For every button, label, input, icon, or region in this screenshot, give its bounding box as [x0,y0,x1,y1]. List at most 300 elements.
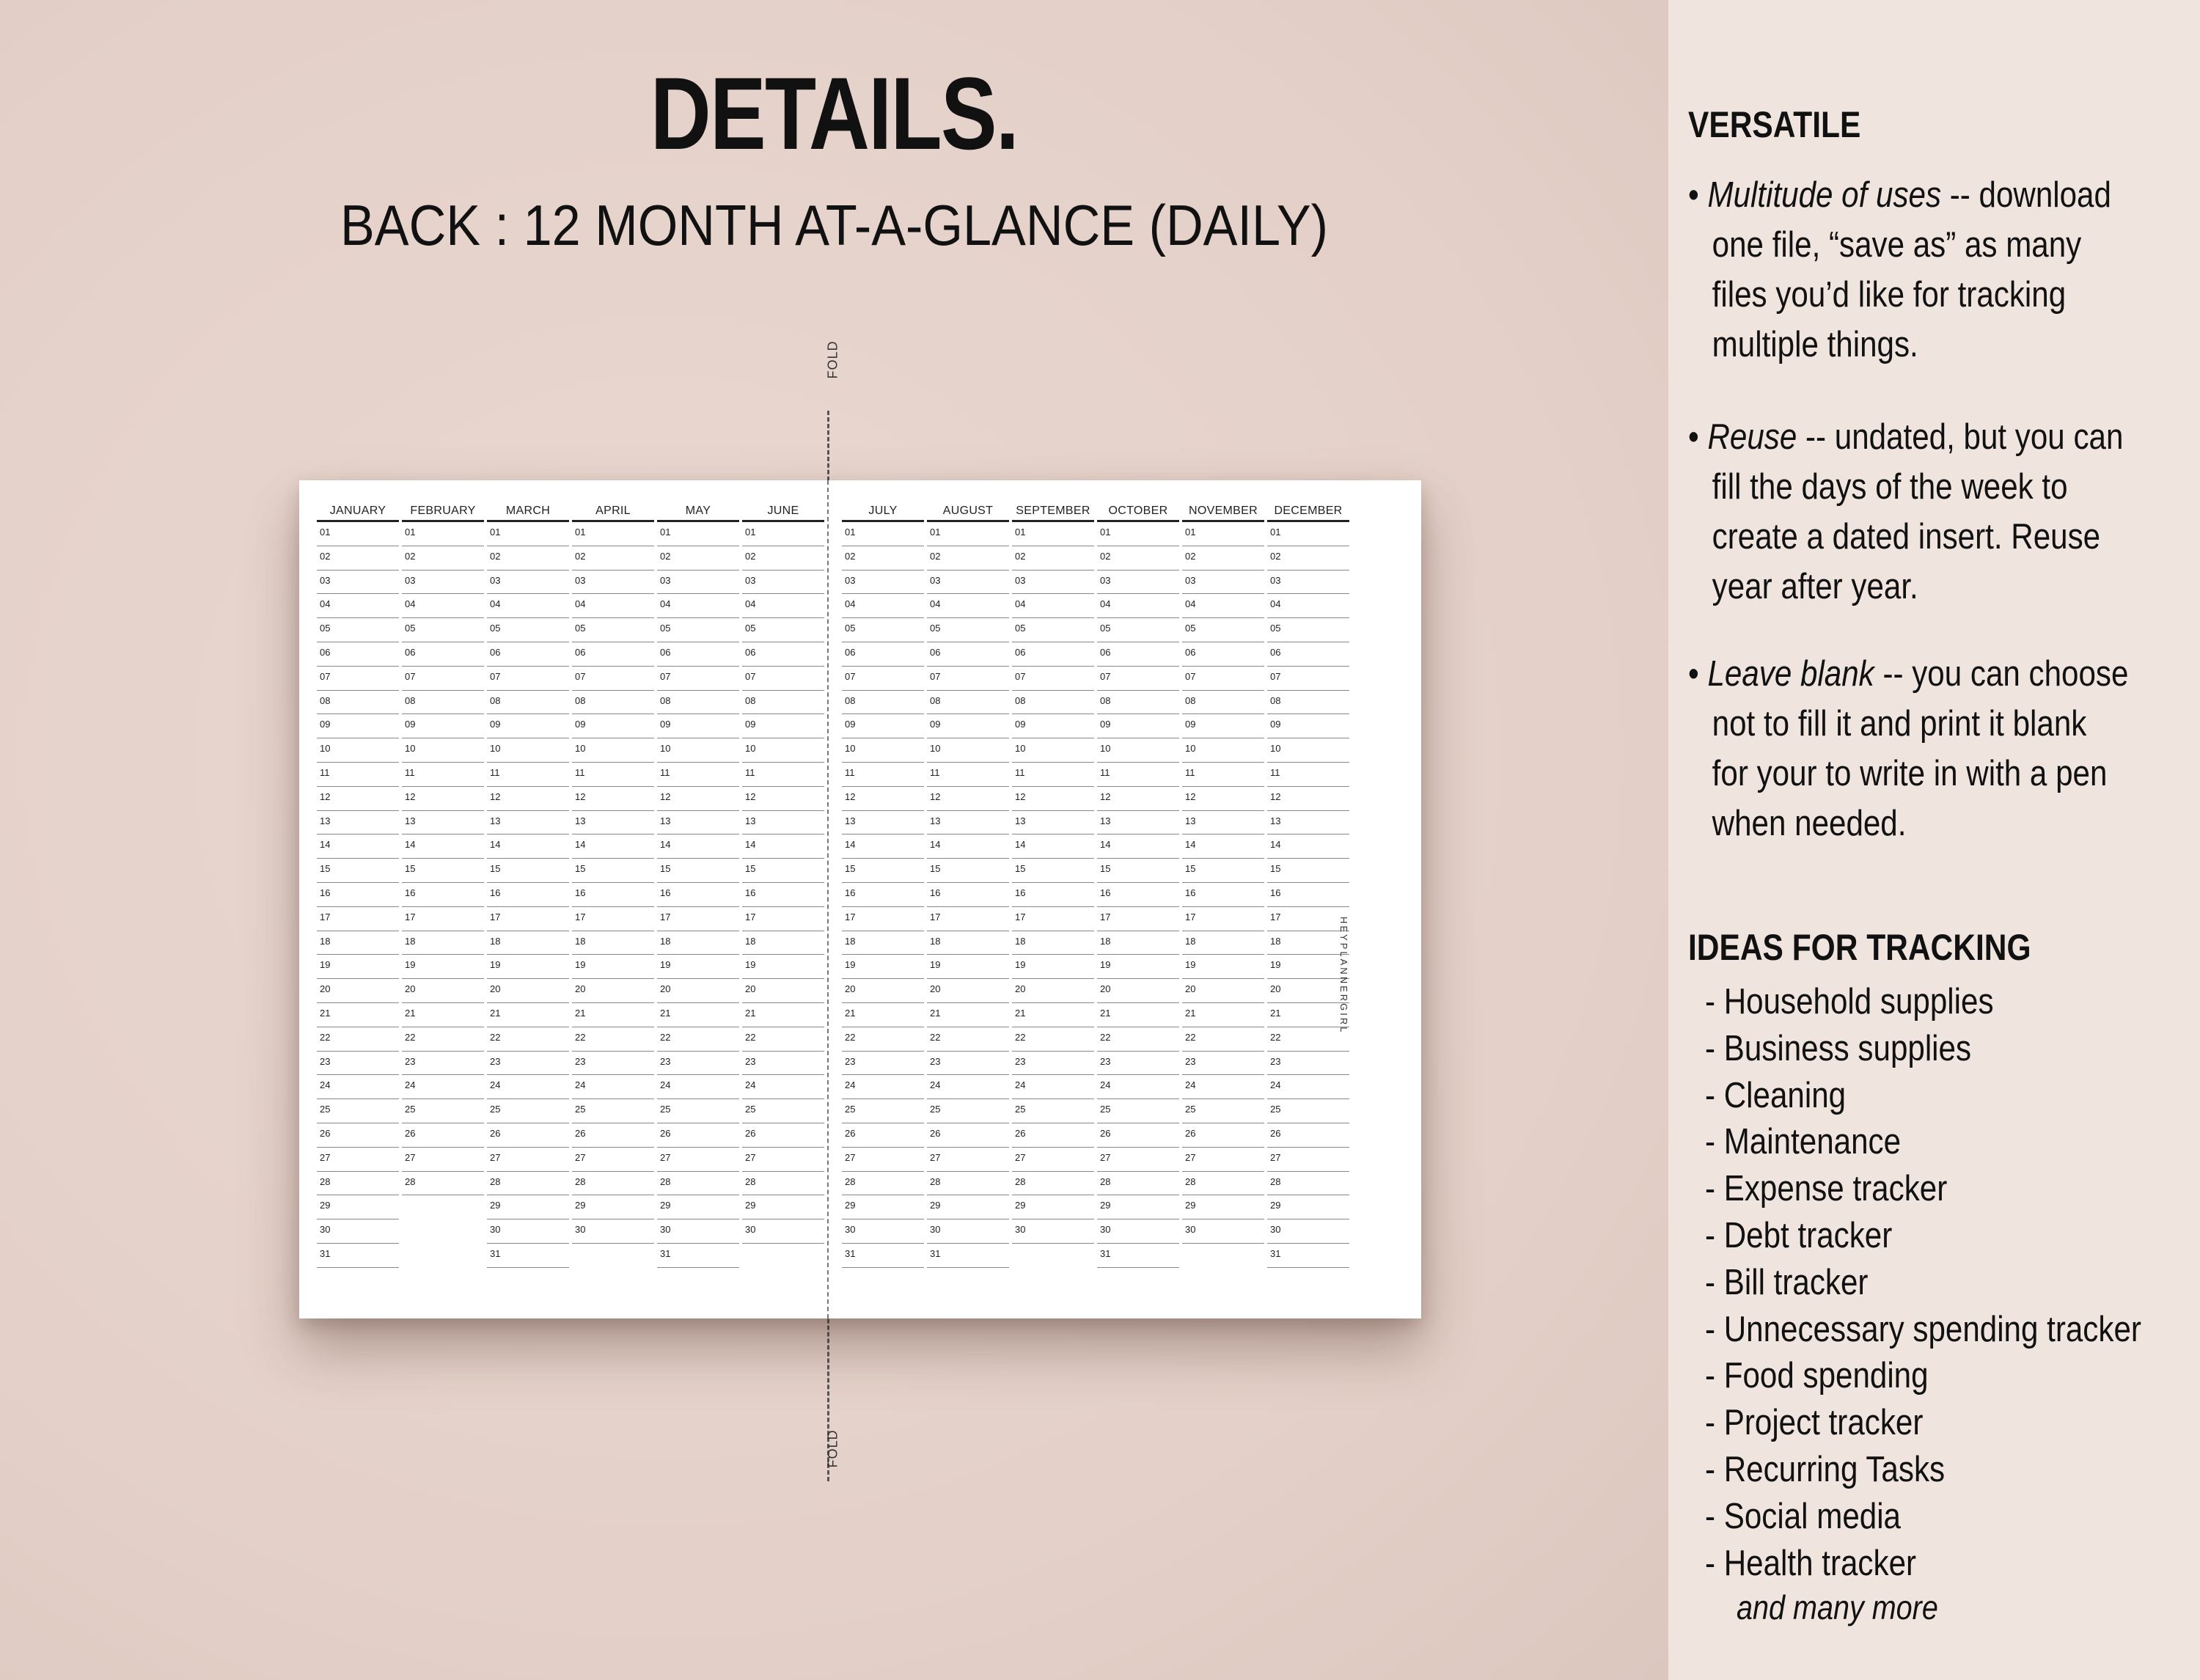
day-row: 22 [317,1027,399,1052]
day-row: 08 [487,691,569,715]
day-row: 01 [402,522,484,546]
day-row: 17 [317,907,399,931]
day-row: 29 [742,1195,824,1219]
day-row: 26 [317,1123,399,1148]
day-row: 28 [1182,1172,1264,1196]
idea-item: - Unnecessary spending tracker [1705,1309,2141,1349]
day-row: 11 [1267,763,1349,787]
day-row: 27 [927,1148,1009,1172]
day-row: 27 [1267,1148,1349,1172]
day-row: 19 [657,955,739,979]
day-row: 28 [487,1172,569,1196]
month-column-october [1097,502,1179,1268]
day-row: 04 [1097,594,1179,618]
day-row: 07 [1012,667,1094,691]
day-row: 29 [1097,1195,1179,1219]
month-column-april [572,502,654,1244]
day-row: 26 [842,1123,924,1148]
day-row: 18 [572,931,654,955]
day-row: 22 [1267,1027,1349,1052]
day-row: 08 [1097,691,1179,715]
day-row: 15 [1267,859,1349,883]
day-row: 21 [657,1003,739,1027]
day-row: 09 [572,714,654,738]
day-row: 08 [842,691,924,715]
day-row: 03 [317,571,399,595]
day-row: 10 [487,738,569,763]
day-row: 22 [1097,1027,1179,1052]
day-row: 18 [1182,931,1264,955]
day-row: 02 [742,546,824,571]
day-row: 15 [402,859,484,883]
day-row: 21 [1182,1003,1264,1027]
day-row: 18 [1267,931,1349,955]
bullet-line: when needed. [1712,804,1907,843]
day-row: 08 [1267,691,1349,715]
day-row: 04 [572,594,654,618]
idea-item: - Recurring Tasks [1705,1449,1946,1489]
idea-item: - Project tracker [1705,1403,1924,1443]
day-row: 23 [742,1052,824,1076]
day-row: 25 [842,1099,924,1123]
day-row: 29 [657,1195,739,1219]
versatile-heading: VERSATILE [1688,104,1861,145]
day-row: 10 [657,738,739,763]
day-row: 13 [1097,811,1179,835]
day-row: 01 [1097,522,1179,546]
day-row: 23 [317,1052,399,1076]
day-row: 13 [487,811,569,835]
ideas-heading: IDEAS FOR TRACKING [1688,927,2031,968]
day-row: 04 [487,594,569,618]
bullet-rest: -- undated, but you can [1797,417,2124,457]
day-row: 06 [1267,642,1349,667]
day-row: 29 [842,1195,924,1219]
day-row: 03 [402,571,484,595]
day-row: 04 [1267,594,1349,618]
day-row: 20 [1097,979,1179,1003]
fold-label-top: FOLD [825,340,840,379]
day-row: 12 [487,787,569,811]
day-row: 15 [1097,859,1179,883]
day-row: 20 [402,979,484,1003]
day-row: 24 [402,1075,484,1099]
day-row: 06 [657,642,739,667]
day-row: 25 [1012,1099,1094,1123]
day-row: 07 [657,667,739,691]
day-row: 12 [927,787,1009,811]
day-row: 05 [1182,618,1264,642]
day-row: 31 [927,1244,1009,1268]
day-row: 04 [742,594,824,618]
day-row: 13 [842,811,924,835]
day-row: 12 [572,787,654,811]
day-row: 04 [657,594,739,618]
day-row: 03 [742,571,824,595]
day-row: 15 [317,859,399,883]
day-row: 17 [1012,907,1094,931]
day-row: 24 [1182,1075,1264,1099]
day-row: 18 [317,931,399,955]
day-row: 23 [1012,1052,1094,1076]
day-row: 23 [1182,1052,1264,1076]
day-row: 02 [572,546,654,571]
day-row: 31 [1267,1244,1349,1268]
day-row: 09 [1267,714,1349,738]
day-row: 16 [572,883,654,907]
day-row: 31 [657,1244,739,1268]
day-row: 17 [842,907,924,931]
bullet-line: one file, “save as” as many [1712,225,2082,265]
day-row: 11 [572,763,654,787]
idea-item: - Health tracker [1705,1543,1917,1583]
day-row: 16 [1012,883,1094,907]
day-row: 07 [317,667,399,691]
day-row: 04 [1182,594,1264,618]
day-row: 16 [487,883,569,907]
month-column-november [1182,502,1264,1244]
day-row: 07 [842,667,924,691]
day-row: 07 [572,667,654,691]
day-row: 16 [402,883,484,907]
month-name: OCTOBER [1097,502,1179,522]
day-row: 17 [657,907,739,931]
day-row: 17 [1182,907,1264,931]
day-row: 27 [1097,1148,1179,1172]
day-row: 20 [927,979,1009,1003]
day-row: 09 [402,714,484,738]
day-row: 04 [317,594,399,618]
day-row: 14 [487,835,569,859]
day-row: 29 [317,1195,399,1219]
day-row: 12 [1182,787,1264,811]
day-row: 03 [927,571,1009,595]
day-row: 29 [487,1195,569,1219]
day-row: 07 [402,667,484,691]
day-row: 05 [1267,618,1349,642]
day-row: 15 [572,859,654,883]
bullet-line: fill the days of the week to [1712,467,2068,507]
day-row: 25 [402,1099,484,1123]
page-subtitle: BACK : 12 MONTH AT-A-GLANCE (DAILY) [340,193,1329,257]
day-row: 11 [657,763,739,787]
day-row: 22 [927,1027,1009,1052]
day-row: 15 [1012,859,1094,883]
day-row: 16 [742,883,824,907]
day-row: 15 [657,859,739,883]
day-row: 02 [1012,546,1094,571]
day-row: 05 [742,618,824,642]
day-row: 29 [927,1195,1009,1219]
day-row: 23 [927,1052,1009,1076]
day-row: 15 [842,859,924,883]
day-row: 26 [1012,1123,1094,1148]
day-row: 05 [927,618,1009,642]
idea-item: - Business supplies [1705,1028,1972,1068]
day-row: 25 [317,1099,399,1123]
fold-label-bottom: FOLD [825,1429,840,1468]
day-row: 30 [1182,1219,1264,1244]
day-row: 30 [1267,1219,1349,1244]
day-row: 12 [1267,787,1349,811]
day-row: 31 [842,1244,924,1268]
day-row: 03 [572,571,654,595]
day-row: 18 [402,931,484,955]
day-row: 30 [842,1219,924,1244]
day-row: 08 [572,691,654,715]
month-name: JUNE [742,502,824,522]
day-row: 16 [1097,883,1179,907]
day-row: 30 [487,1219,569,1244]
day-row: 17 [572,907,654,931]
day-row: 20 [487,979,569,1003]
day-row: 17 [1097,907,1179,931]
bullet-line: for your to write in with a pen [1712,754,2108,793]
day-row: 27 [742,1148,824,1172]
day-row: 14 [1097,835,1179,859]
day-row: 18 [1097,931,1179,955]
day-row: 23 [1097,1052,1179,1076]
day-row: 14 [402,835,484,859]
day-row: 24 [742,1075,824,1099]
ideas-list [1705,979,2141,1587]
bullet-lead: Reuse [1707,417,1797,457]
idea-item: - Expense tracker [1705,1169,1948,1209]
day-row: 11 [1182,763,1264,787]
day-row: 08 [402,691,484,715]
bullet-line: year after year. [1712,567,1918,606]
day-row: 04 [842,594,924,618]
month-column-january [317,502,399,1268]
day-row: 08 [1182,691,1264,715]
day-row: 06 [742,642,824,667]
day-row: 13 [1012,811,1094,835]
day-row: 20 [657,979,739,1003]
day-row: 14 [742,835,824,859]
day-row: 15 [742,859,824,883]
planner-sheet [299,480,1421,1318]
day-row: 02 [317,546,399,571]
day-row: 05 [842,618,924,642]
day-row: 06 [487,642,569,667]
day-row: 15 [927,859,1009,883]
day-row: 17 [1267,907,1349,931]
day-row: 25 [487,1099,569,1123]
day-row: 18 [487,931,569,955]
day-row: 21 [742,1003,824,1027]
versatile-bullet: • Reuse -- undated, but you can fill the days of the week to create a dated insert. Reuse year after year. [1688,412,2142,612]
day-row: 30 [1012,1219,1094,1244]
day-row: 27 [402,1148,484,1172]
idea-item: - Household supplies [1705,982,1994,1021]
day-row: 03 [657,571,739,595]
day-row: 02 [842,546,924,571]
month-name: SEPTEMBER [1012,502,1094,522]
month-column-july [842,502,924,1268]
day-row: 08 [657,691,739,715]
day-row: 04 [927,594,1009,618]
day-row: 06 [317,642,399,667]
day-row: 25 [1182,1099,1264,1123]
day-row: 02 [402,546,484,571]
day-row: 11 [1097,763,1179,787]
versatile-bullet: • Leave blank -- you can choose not to fill it and print it blank for your to write in with a pen when needed. [1688,649,2142,848]
day-row: 19 [1097,955,1179,979]
bullet-line: create a dated insert. Reuse [1712,517,2101,557]
day-row: 21 [842,1003,924,1027]
day-row: 23 [487,1052,569,1076]
day-row: 22 [487,1027,569,1052]
month-name: DECEMBER [1267,502,1349,522]
day-row: 27 [487,1148,569,1172]
day-row: 11 [402,763,484,787]
day-row: 18 [742,931,824,955]
day-row: 29 [1267,1195,1349,1219]
bullet-rest: -- download [1941,175,2111,215]
day-row: 31 [317,1244,399,1268]
bullet-lead: Leave blank [1707,654,1874,694]
day-row: 08 [742,691,824,715]
month-name: MAY [657,502,739,522]
bullet-line: multiple things. [1712,325,1918,364]
day-row: 02 [1182,546,1264,571]
day-row: 23 [657,1052,739,1076]
day-row: 28 [1267,1172,1349,1196]
day-row: 07 [742,667,824,691]
day-row: 20 [572,979,654,1003]
day-row: 24 [1097,1075,1179,1099]
day-row: 04 [1012,594,1094,618]
day-row: 30 [927,1219,1009,1244]
day-row: 19 [742,955,824,979]
day-row: 09 [487,714,569,738]
day-row: 07 [1097,667,1179,691]
day-row: 26 [927,1123,1009,1148]
day-row: 24 [842,1075,924,1099]
day-row: 23 [402,1052,484,1076]
day-row: 22 [742,1027,824,1052]
day-row: 28 [402,1172,484,1196]
day-row: 12 [402,787,484,811]
month-name: JANUARY [317,502,399,522]
day-row: 01 [572,522,654,546]
day-row: 16 [1267,883,1349,907]
day-row: 22 [842,1027,924,1052]
day-row: 01 [317,522,399,546]
month-name: FEBRUARY [402,502,484,522]
day-row: 28 [317,1172,399,1196]
day-row: 29 [1012,1195,1094,1219]
month-column-june [742,502,824,1244]
bullet-line: not to fill it and print it blank [1712,704,2087,744]
day-row: 26 [572,1123,654,1148]
day-row: 10 [1182,738,1264,763]
day-row: 09 [317,714,399,738]
day-row: 26 [742,1123,824,1148]
day-row: 24 [1012,1075,1094,1099]
day-row: 29 [1182,1195,1264,1219]
day-row: 22 [1012,1027,1094,1052]
day-row: 06 [927,642,1009,667]
day-row: 13 [1182,811,1264,835]
day-row: 07 [1267,667,1349,691]
day-row: 12 [317,787,399,811]
day-row: 03 [1097,571,1179,595]
day-row: 27 [842,1148,924,1172]
day-row: 01 [1012,522,1094,546]
day-row: 23 [842,1052,924,1076]
day-row: 19 [487,955,569,979]
day-row: 11 [317,763,399,787]
day-row: 21 [487,1003,569,1027]
month-name: APRIL [572,502,654,522]
day-row: 03 [1012,571,1094,595]
day-row: 14 [657,835,739,859]
bullet-line: files you’d like for tracking [1712,275,2067,315]
day-row: 10 [1012,738,1094,763]
day-row: 18 [842,931,924,955]
idea-item: - Social media [1705,1496,1902,1536]
month-column-september [1012,502,1094,1244]
day-row: 19 [1267,955,1349,979]
day-row: 20 [317,979,399,1003]
day-row: 25 [742,1099,824,1123]
day-row: 13 [1267,811,1349,835]
day-row: 14 [317,835,399,859]
day-row: 12 [1012,787,1094,811]
day-row: 02 [657,546,739,571]
day-row: 26 [487,1123,569,1148]
day-row: 18 [1012,931,1094,955]
day-row: 17 [927,907,1009,931]
day-row: 26 [1182,1123,1264,1148]
day-row: 13 [927,811,1009,835]
day-row: 21 [927,1003,1009,1027]
day-row: 01 [927,522,1009,546]
page-title: DETAILS. [650,56,1019,171]
day-row: 02 [927,546,1009,571]
day-row: 16 [927,883,1009,907]
day-row: 23 [1267,1052,1349,1076]
day-row: 01 [742,522,824,546]
day-row: 04 [402,594,484,618]
month-column-may [657,502,739,1268]
day-row: 14 [1267,835,1349,859]
day-row: 06 [842,642,924,667]
month-name: MARCH [487,502,569,522]
day-row: 06 [402,642,484,667]
day-row: 14 [1012,835,1094,859]
day-row: 10 [1267,738,1349,763]
day-row: 21 [402,1003,484,1027]
day-row: 13 [402,811,484,835]
day-row: 09 [742,714,824,738]
day-row: 24 [487,1075,569,1099]
day-row: 11 [742,763,824,787]
day-row: 24 [317,1075,399,1099]
day-row: 18 [927,931,1009,955]
day-row: 27 [572,1148,654,1172]
day-row: 20 [1012,979,1094,1003]
day-row: 20 [842,979,924,1003]
day-row: 30 [1097,1219,1179,1244]
day-row: 28 [1097,1172,1179,1196]
day-row: 07 [487,667,569,691]
day-row: 10 [572,738,654,763]
idea-item: - Maintenance [1705,1122,1902,1162]
day-row: 19 [402,955,484,979]
day-row: 22 [572,1027,654,1052]
